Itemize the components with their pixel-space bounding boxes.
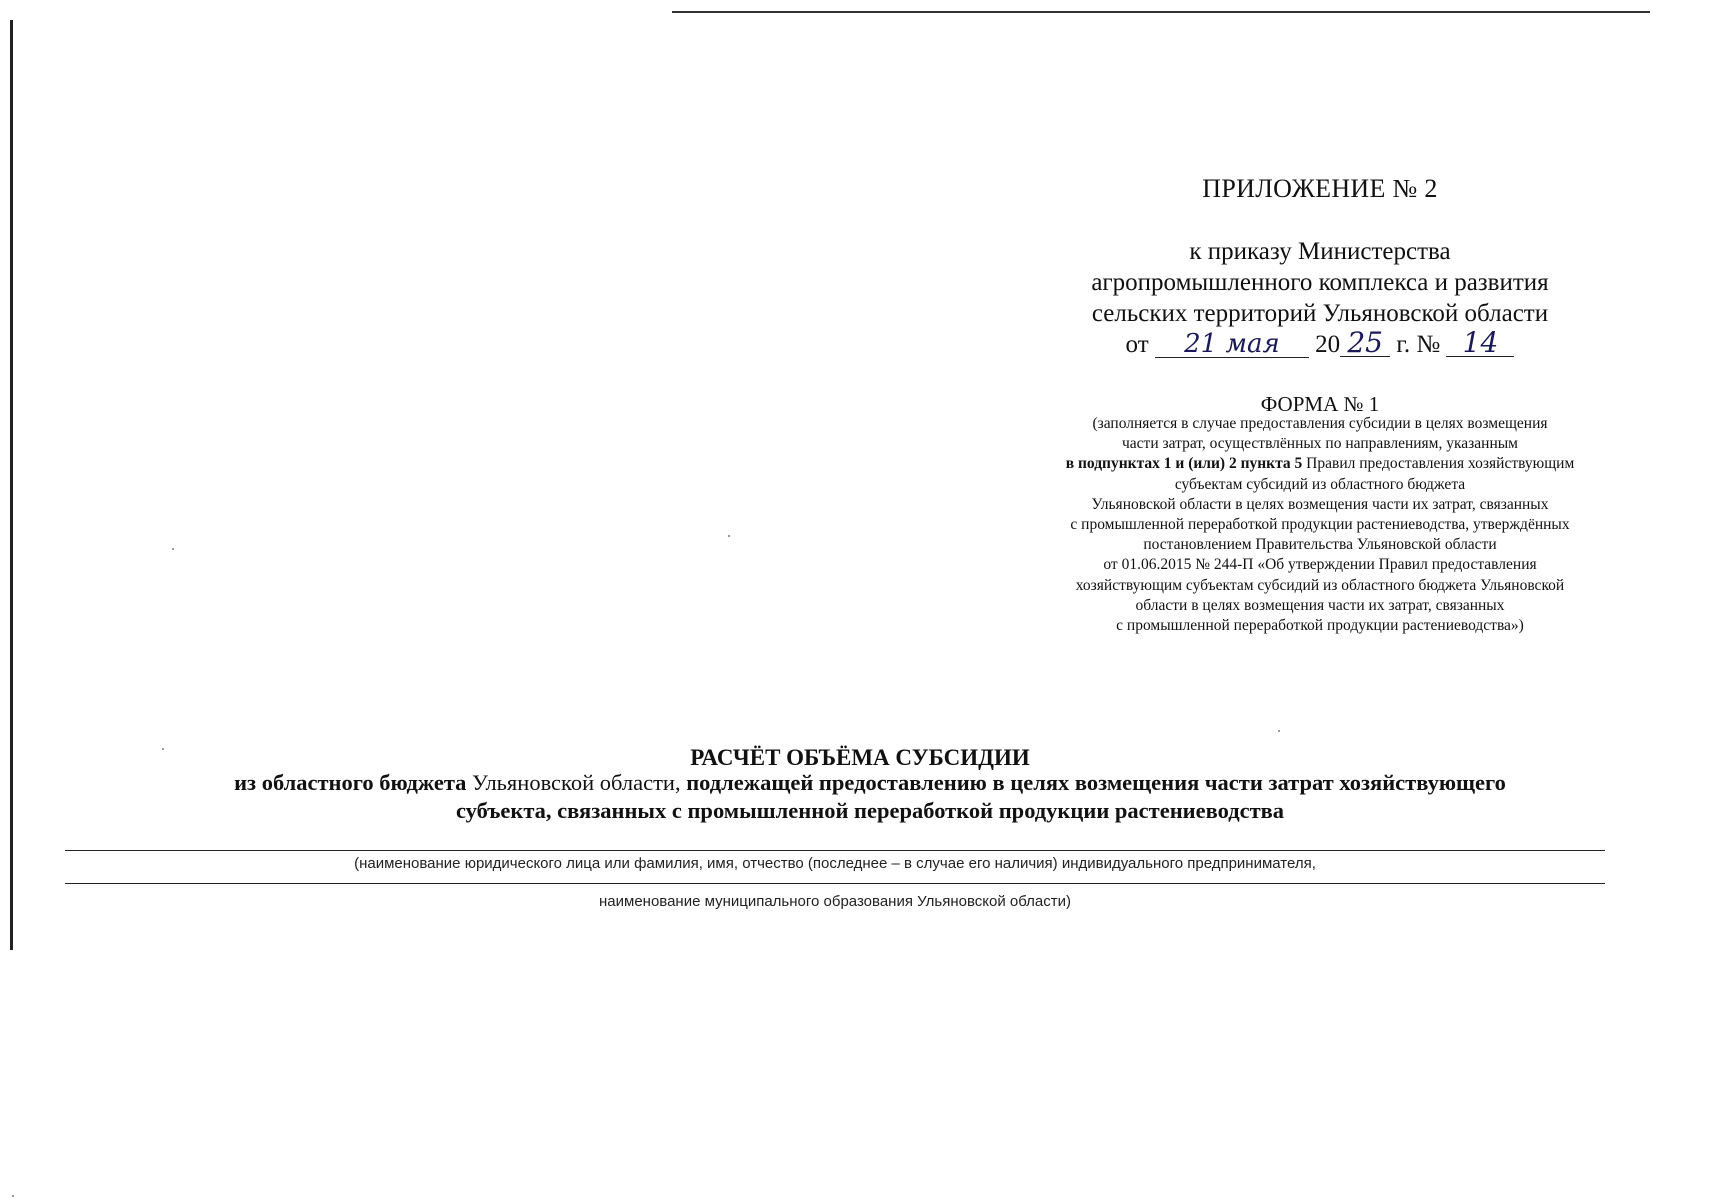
form-note-line: Ульяновской области в целях возмещения части их затрат, связанных (1091, 495, 1549, 513)
appendix-ref-line: агропромышленного комплекса и развития (1091, 269, 1549, 296)
document-title: РАСЧЁТ ОБЪЁМА СУБСИДИИ (690, 745, 1030, 770)
scan-edge (10, 20, 13, 950)
form-note-bold: в подпунктах 1 и (или) 2 пункта 5 (1065, 455, 1303, 473)
subtitle-bold: подлежащей предоставлению в целях возмещения части затрат хозяйствующего (686, 770, 1506, 795)
form-title: ФОРМА № 1 (1260, 392, 1380, 416)
form-note-line: от 01.06.2015 № 244-П «Об утверждении Правил предоставления (1103, 556, 1537, 574)
subtitle-line (150, 769, 1590, 797)
scan-speck (172, 548, 174, 550)
order-day-handwritten: 21 мая (1155, 331, 1309, 358)
form-note-line: (заполняется в случае предоставления субсидии в целях возмещения (1092, 415, 1548, 432)
subtitle-bold: из областного бюджета (234, 770, 467, 795)
form-note (1000, 414, 1640, 636)
subtitle-bold: субъекта, связанных с промышленной переработкой продукции растениеводства (455, 798, 1285, 823)
scan-speck (1278, 730, 1280, 732)
form-note-line: с промышленной переработкой продукции растениеводства, утверждённых (1070, 516, 1570, 534)
municipality-caption: наименование муниципального образования Ульяновской области) (599, 893, 1071, 910)
order-year-prefix: 20 (1315, 331, 1341, 358)
form-note-line: области в целях возмещения части их затрат, связанных (1135, 596, 1505, 614)
form-note-line: части затрат, осуществлённых по направлениям, указанным (1122, 435, 1518, 453)
appendix-title: ПРИЛОЖЕНИЕ № 2 (1202, 174, 1438, 203)
form-note-line: с промышленной переработкой продукции растениеводства») (1116, 617, 1524, 635)
form-note-text: Правил предоставления хозяйствующим (1302, 455, 1575, 473)
entity-name-fill-line (65, 850, 1605, 851)
order-prefix: от (1125, 331, 1149, 358)
order-year-handwritten: 25 (1340, 330, 1390, 357)
order-number-handwritten: 14 (1446, 330, 1514, 357)
appendix-reference (1000, 236, 1640, 360)
document-subtitle (150, 769, 1590, 825)
order-number-label: г. № (1396, 331, 1441, 358)
form-note-line: хозяйствующим субъектам субсидий из областного бюджета Ульяновской (1075, 576, 1565, 594)
scan-speck (728, 535, 730, 537)
subtitle-line (150, 797, 1590, 825)
scan-top-line (672, 11, 1650, 13)
form-note-line: постановлением Правительства Ульяновской области (1143, 536, 1497, 554)
appendix-ref-line: к приказу Министерства (1189, 238, 1451, 265)
scan-speck (12, 1195, 14, 1197)
form-note-line (1000, 454, 1640, 474)
entity-name-caption: (наименование юридического лица или фамилия, имя, отчество (последнее – в случае его наличия) индивидуального предпринимателя, (354, 855, 1316, 872)
order-date-line (1000, 326, 1640, 360)
appendix-ref-line: сельских территорий Ульяновской области (1091, 300, 1549, 327)
subtitle-regular: Ульяновской области, (466, 770, 687, 795)
municipality-fill-line (65, 883, 1605, 884)
form-note-line: субъектам субсидий из областного бюджета (1174, 475, 1466, 493)
